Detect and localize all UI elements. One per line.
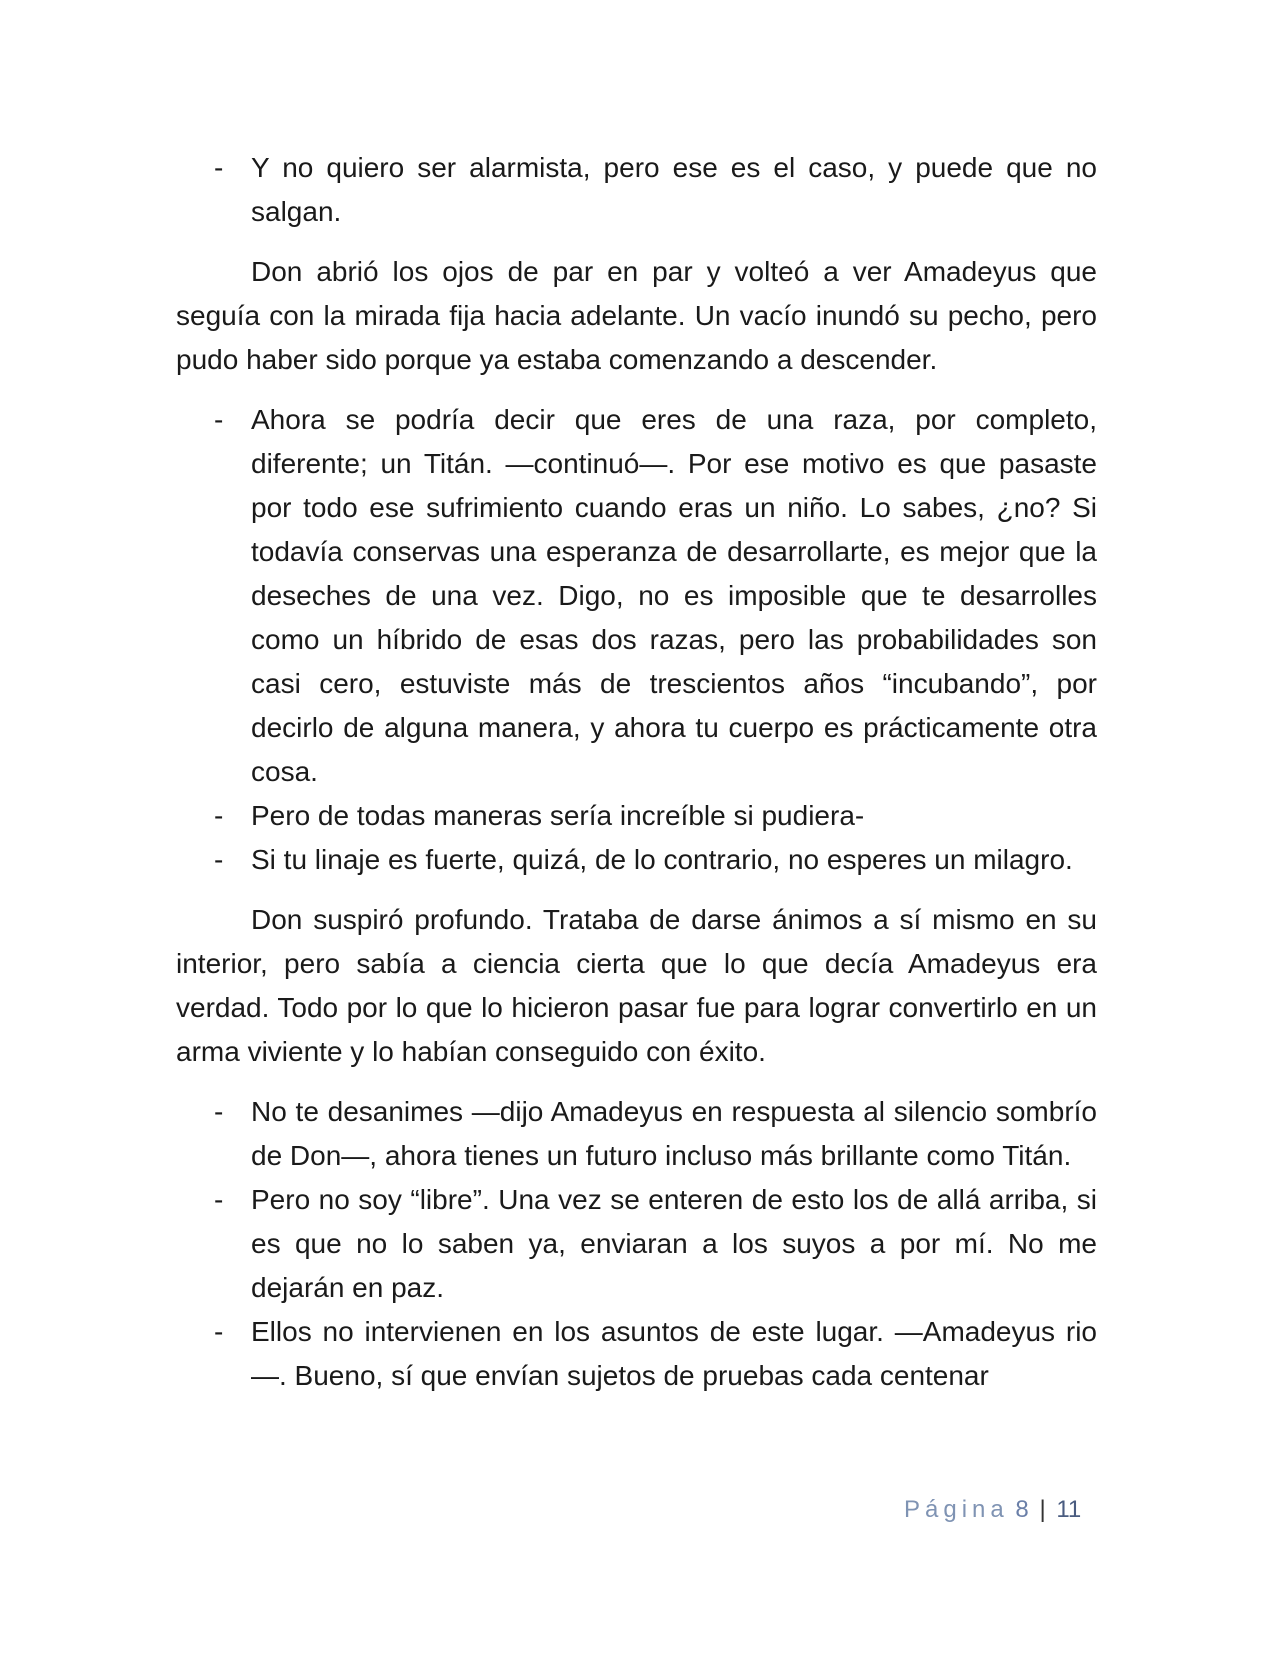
dialogue-line [176, 146, 1097, 234]
dialogue-line [176, 1310, 1097, 1398]
narrative-paragraph: Don suspiró profundo. Trataba de darse ánimos a sí mismo en su interior, pero sabía a ciencia cierta que lo que decía Amadeyus era verdad. Todo por lo que lo hicieron pasar fue para lograr convertirlo en un arma viviente y lo habían conseguido con éxito. [176, 904, 1097, 1067]
dialogue-dash: - [214, 1316, 224, 1347]
document-page [176, 146, 1097, 1398]
page-footer [904, 1495, 1081, 1525]
dialogue-text: Y no quiero ser alarmista, pero ese es el caso, y puede que no salgan. [251, 152, 1097, 227]
dialogue-text: Pero no soy “libre”. Una vez se enteren de esto los de allá arriba, si es que no lo saben ya, enviaran a los suyos a por mí. No me dejarán en paz. [251, 1184, 1097, 1303]
dialogue-line [176, 398, 1097, 794]
page-number: 8 [1015, 1496, 1029, 1523]
dialogue-line [176, 794, 1097, 838]
page-separator: | [1039, 1496, 1046, 1523]
dialogue-dash: - [214, 844, 224, 875]
page-total: 11 [1056, 1496, 1082, 1523]
dialogue-line [176, 1178, 1097, 1310]
dialogue-dash: - [214, 800, 224, 831]
dialogue-dash: - [214, 404, 224, 435]
dialogue-dash: - [214, 1184, 224, 1215]
dialogue-text: Si tu linaje es fuerte, quizá, de lo contrario, no esperes un milagro. [251, 844, 1073, 875]
dialogue-text: No te desanimes —dijo Amadeyus en respuesta al silencio sombrío de Don—, ahora tienes un futuro incluso más brillante como Titán. [251, 1096, 1097, 1171]
narrative-paragraph: Don abrió los ojos de par en par y volteó a ver Amadeyus que seguía con la mirada fija hacia adelante. Un vacío inundó su pecho, pero pudo haber sido porque ya estaba comenzando a descender. [176, 256, 1097, 375]
dialogue-text: Ellos no intervienen en los asuntos de este lugar. —Amadeyus rio—. Bueno, sí que envían sujetos de pruebas cada centenar [251, 1316, 1097, 1391]
dialogue-dash: - [214, 1096, 224, 1127]
page-label: Página [904, 1496, 1009, 1523]
dialogue-text: Pero de todas maneras sería increíble si pudiera- [251, 800, 865, 831]
dialogue-text: Ahora se podría decir que eres de una raza, por completo, diferente; un Titán. —continuó—. Por ese motivo es que pasaste por todo ese sufrimiento cuando eras un niño. Lo sabes, ¿no? Si todavía conservas una esperanza de desarrollarte, es mejor que la deseches de una vez. Digo, no es imposible que te desarrolles como un híbrido de esas dos razas, pero las probabilidades son casi cero, estuviste más de trescientos años “incubando”, por decirlo de alguna manera, y ahora tu cuerpo es prácticamente otra cosa. [251, 404, 1097, 787]
dialogue-line [176, 1090, 1097, 1178]
dialogue-line [176, 838, 1097, 882]
dialogue-dash: - [214, 152, 224, 183]
